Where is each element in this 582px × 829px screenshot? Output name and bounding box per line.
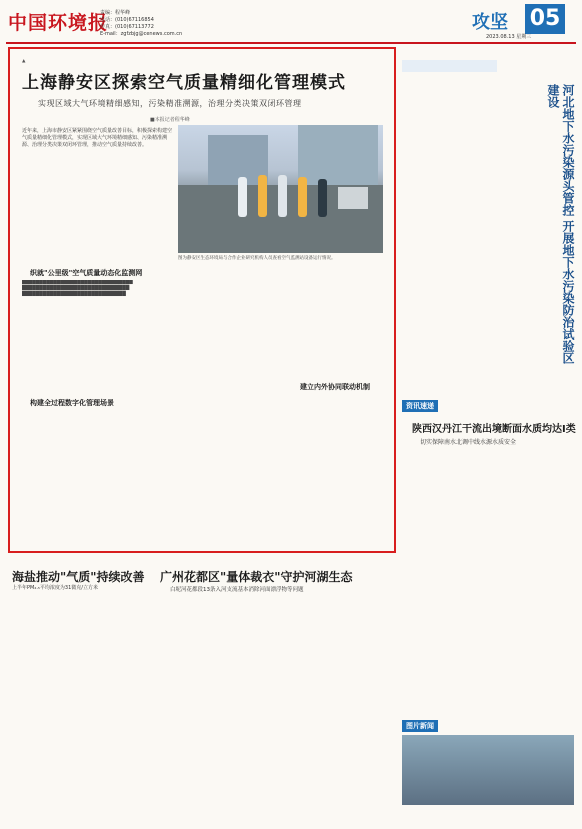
bottom-left-body [12, 594, 132, 819]
subheading-2: 构建全过程数字化管理场景 [30, 399, 114, 407]
bottom-mid-subtitle: 白坭河花都段13条入河支流基本消除河面漂浮物等问题 [170, 587, 304, 593]
page-number: 05 [525, 4, 565, 34]
bottom-left-title[interactable]: 海盐推动"气质"持续改善 [12, 570, 145, 584]
person-shape [258, 175, 267, 217]
header-rule [6, 42, 576, 44]
person-shape [278, 175, 287, 217]
person-shape [298, 177, 307, 217]
article-lead: 近年来，上海市静安区紧紧围绕空气质量改善目标，积极探索构建空气质量精细化管理模式，实现区域大气环境精细感知、污染精准溯源、治理分类决策双闭环管理，推动空气质量持续改善。 [22, 128, 173, 148]
fax-line: 传真：(010)67113772 [100, 24, 154, 30]
article-byline: ■本报记者程华峰 [150, 117, 190, 123]
body-text-col-1: ████████████████████████████████ ███████████████████████████████ ██████████████████████████████ [22, 280, 133, 298]
brief-subtitle: 切实保障南水北调中线水源水质安全 [420, 439, 517, 446]
news-brief-banner: 资讯速递 [402, 400, 438, 412]
issue-date: 2023.08.13 星期三 [486, 34, 532, 40]
phone-line: 电话：(010)67116854 [100, 17, 154, 23]
email-line: E-mail：zgfzbjg@cenews.com.cn [100, 31, 183, 37]
equipment-shape [338, 187, 368, 209]
article-kicker: ▲ [22, 59, 26, 64]
photo-news-banner: 图片新闻 [402, 720, 438, 732]
person-shape [238, 177, 247, 217]
brief-title[interactable]: 陕西汉丹江干流出境断面水质均达Ⅰ类 [412, 424, 576, 435]
right-article-body [402, 78, 497, 378]
bottom-left-subtitle: 上半年PM₂.₅平均浓度为31微克/立方米 [12, 585, 98, 591]
editor-info [100, 10, 182, 38]
photo-news-image[interactable] [402, 735, 574, 805]
section-title: 攻坚 [472, 12, 508, 33]
subheading-1: 织就"公里级"空气质量动态化监测网 [30, 269, 143, 277]
body-text-col-3 [262, 270, 382, 545]
person-shape [318, 179, 327, 217]
body-text-col-1b [22, 410, 134, 545]
article-subtitle: 实现区域大气环境精细感知，污染精准溯源，治理分类决策双闭环管理 [38, 99, 302, 108]
bottom-mid-body [142, 598, 397, 820]
article-photo[interactable] [178, 125, 383, 253]
article-title[interactable]: 上海静安区探索空气质量精细化管理模式 [22, 73, 346, 93]
body-text-col-2 [142, 270, 254, 545]
right-column-header [402, 60, 497, 72]
brief-body [402, 452, 572, 672]
photo-caption: 图为静安区生态环境局与合作企业研究机构人员查看空气监测站设备运行情况。 [178, 256, 336, 261]
newspaper-logo: 中国环境报 [8, 12, 109, 34]
subheading-3: 建立内外协同联动机制 [300, 383, 370, 391]
right-article-title[interactable]: 河北地下水污染源头管控 开展地下水污染防治试验区建设 [546, 84, 575, 365]
bottom-mid-title[interactable]: 广州花都区"量体裁衣"守护河湖生态 [160, 570, 353, 584]
editor-line: 责编：程华峰 [100, 10, 131, 16]
